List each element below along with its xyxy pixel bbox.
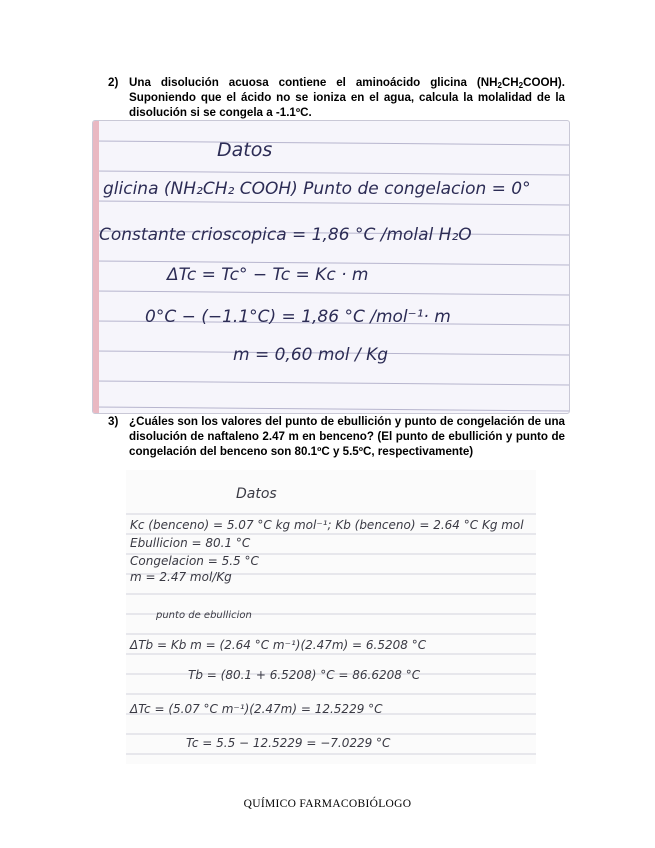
question-3-text: ¿Cuáles son los valores del punto de ebullición y punto de congelación de una disolución de naftaleno 2.47 m en benceno? (El punto de ebullición y punto de congelación del benceno son 80.1ºC y 5.5ºC, respectivamente) <box>129 415 565 458</box>
question-2-text: Una disolución acuosa contiene el aminoácido glicina $(NH_2CH_2COOH)$. Suponiendo que el ácido no se ioniza en el agua, calcula la molalidad de la disolución si se congela a -1.1ºC. <box>129 76 565 119</box>
notes-line: ΔTc = Tc° − Tc = Kc · m <box>167 265 369 285</box>
notes-line: glicina (NH₂CH₂ COOH) Punto de congelacion = 0° <box>103 179 531 199</box>
handwritten-notes-image-1 <box>92 120 570 414</box>
question-number: 2) <box>108 76 119 89</box>
notes-line: punto de ebullicion <box>156 610 252 621</box>
notes-line: m = 0,60 mol / Kg <box>233 345 389 365</box>
notes-line: m = 2.47 mol/Kg <box>130 570 232 584</box>
question-number: 3) <box>108 415 119 428</box>
notes-title: Datos <box>236 486 277 502</box>
notes-line: Tc = 5.5 − 12.5229 = −7.0229 °C <box>186 736 391 750</box>
page-footer: QUÍMICO FARMACOBIÓLOGO <box>243 798 412 810</box>
notes-line: Tb = (80.1 + 6.5208) °C = 86.6208 °C <box>188 668 421 682</box>
question-2 <box>108 75 565 120</box>
handwritten-notes-image-2 <box>126 470 536 764</box>
notes-line: Kc (benceno) = 5.07 °C kg mol⁻¹; Kb (benceno) = 2.64 °C Kg mol <box>130 518 524 532</box>
notes-line: Ebullicion = 80.1 °C <box>130 536 251 550</box>
notes-line: 0°C − (−1.1°C) = 1,86 °C /mol⁻¹· m <box>145 307 451 327</box>
notes-line: Congelacion = 5.5 °C <box>130 554 259 568</box>
question-3 <box>108 414 565 459</box>
notes-line: ΔTb = Kb m = (2.64 °C m⁻¹)(2.47m) = 6.5208 °C <box>130 638 427 652</box>
notes-line: ΔTc = (5.07 °C m⁻¹)(2.47m) = 12.5229 °C <box>130 702 383 716</box>
notes-title: Datos <box>217 139 273 161</box>
notes-line: Constante crioscopica = 1,86 °C /molal H₂O <box>99 225 472 245</box>
margin-line <box>93 121 99 413</box>
